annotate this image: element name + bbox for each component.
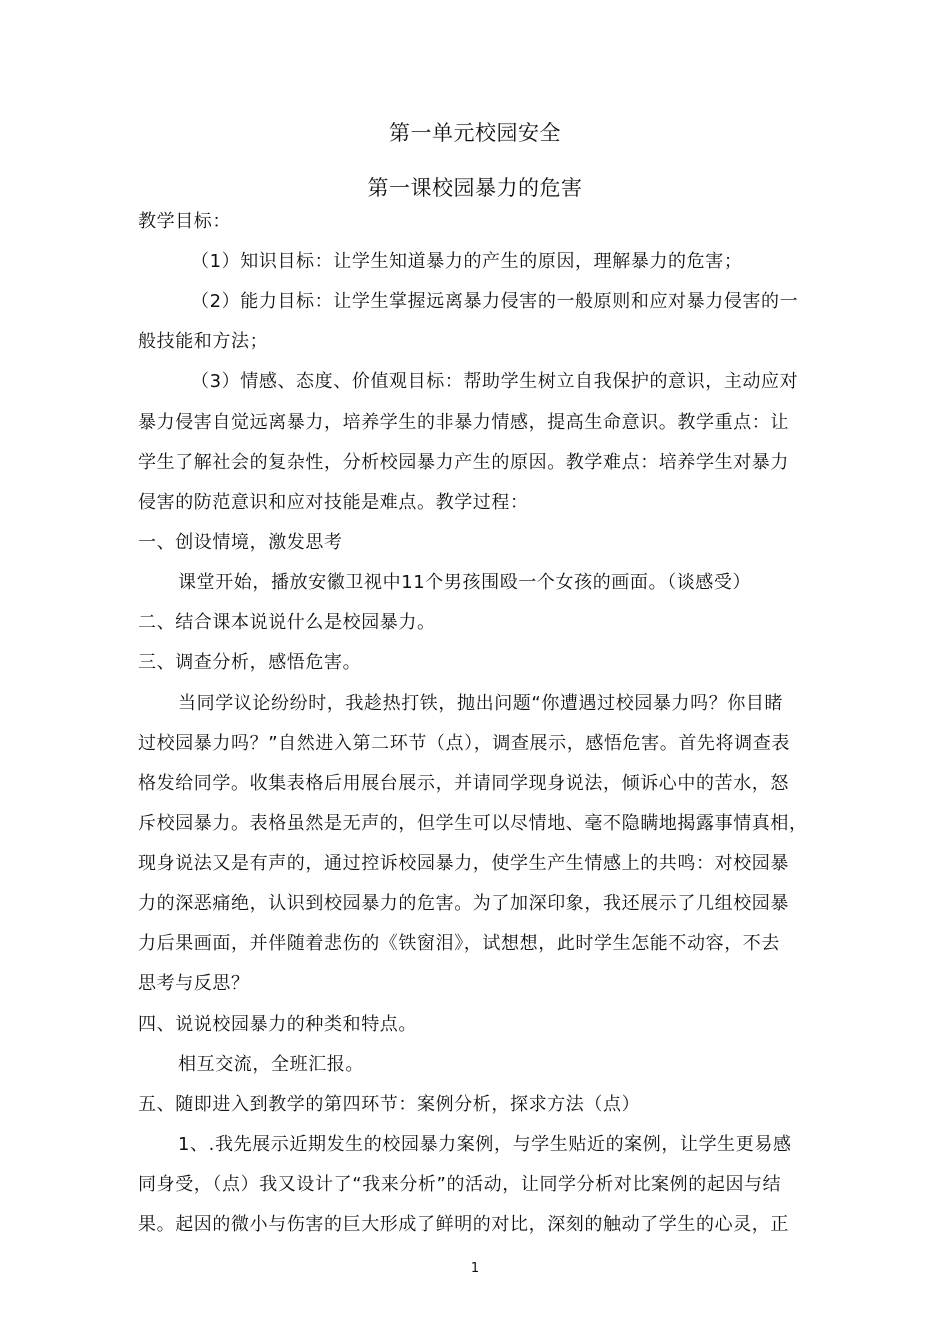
lesson-title: 第一课校园暴力的危害 bbox=[367, 176, 583, 200]
text-line: （3）情感、态度、价值观目标：帮助学生树立自我保护的意识，主动应对 bbox=[191, 371, 799, 392]
text-line: （2）能力目标：让学生掌握远离暴力侵害的一般原则和应对暴力侵害的一 bbox=[191, 291, 799, 312]
text-line: 现身说法又是有声的，通过控诉校园暴力，使学生产生情感上的共鸣：对校园暴 bbox=[138, 853, 789, 874]
text-line: 过校园暴力吗？”自然进入第二环节（点），调查展示，感悟危害。首先将调查表 bbox=[138, 733, 790, 754]
section-heading: 五、随即进入到教学的第四环节：案例分析，探求方法（点） bbox=[138, 1094, 641, 1115]
text-line: 斥校园暴力。表格虽然是无声的，但学生可以尽情地、毫不隐瞒地揭露事情真相， bbox=[138, 813, 808, 834]
text-line: 暴力侵害自觉远离暴力，培养学生的非暴力情感，提高生命意识。教学重点：让 bbox=[138, 412, 789, 433]
text-line: 思考与反思？ bbox=[138, 973, 250, 994]
text-line: 般技能和方法； bbox=[138, 331, 269, 352]
text-line: 课堂开始，播放安徽卫视中11个男孩围殴一个女孩的画面。（谈感受） bbox=[178, 572, 752, 593]
text-line: 力的深恶痛绝，认识到校园暴力的危害。为了加深印象，我还展示了几组校园暴 bbox=[138, 893, 789, 914]
text-line: 格发给同学。收集表格后用展台展示，并请同学现身说法，倾诉心中的苦水，怒 bbox=[138, 773, 789, 794]
section-heading: 二、结合课本说说什么是校园暴力。 bbox=[138, 612, 436, 633]
section-heading: 一、创设情境，激发思考 bbox=[138, 532, 343, 553]
text-line: 学生了解社会的复杂性，分析校园暴力产生的原因。教学难点：培养学生对暴力 bbox=[138, 452, 789, 473]
text-line: 当同学议论纷纷时，我趁热打铁，抛出问题“你遭遇过校园暴力吗？你目睹 bbox=[178, 693, 784, 714]
section-heading: 四、说说校园暴力的种类和特点。 bbox=[138, 1014, 417, 1035]
text-line: 相互交流，全班汇报。 bbox=[178, 1054, 364, 1075]
text-line: 教学目标： bbox=[138, 211, 231, 232]
text-line: 1、.我先展示近期发生的校园暴力案例，与学生贴近的案例，让学生更易感 bbox=[178, 1134, 792, 1155]
text-line: （1）知识目标：让学生知道暴力的产生的原因，理解暴力的危害； bbox=[191, 251, 743, 272]
text-line: 果。起因的微小与伤害的巨大形成了鲜明的对比，深刻的触动了学生的心灵，正 bbox=[138, 1214, 789, 1235]
section-heading: 三、调查分析，感悟危害。 bbox=[138, 652, 362, 673]
text-line: 力后果画面，并伴随着悲伤的《铁窗泪》，试想想，此时学生怎能不动容，不去 bbox=[138, 933, 780, 954]
unit-title: 第一单元校园安全 bbox=[389, 121, 561, 145]
page-number: 1 bbox=[470, 1261, 480, 1276]
text-line: 同身受，（点）我又设计了“我来分析”的活动，让同学分析对比案例的起因与结 bbox=[138, 1174, 782, 1195]
text-line: 侵害的防范意识和应对技能是难点。教学过程： bbox=[138, 492, 529, 513]
